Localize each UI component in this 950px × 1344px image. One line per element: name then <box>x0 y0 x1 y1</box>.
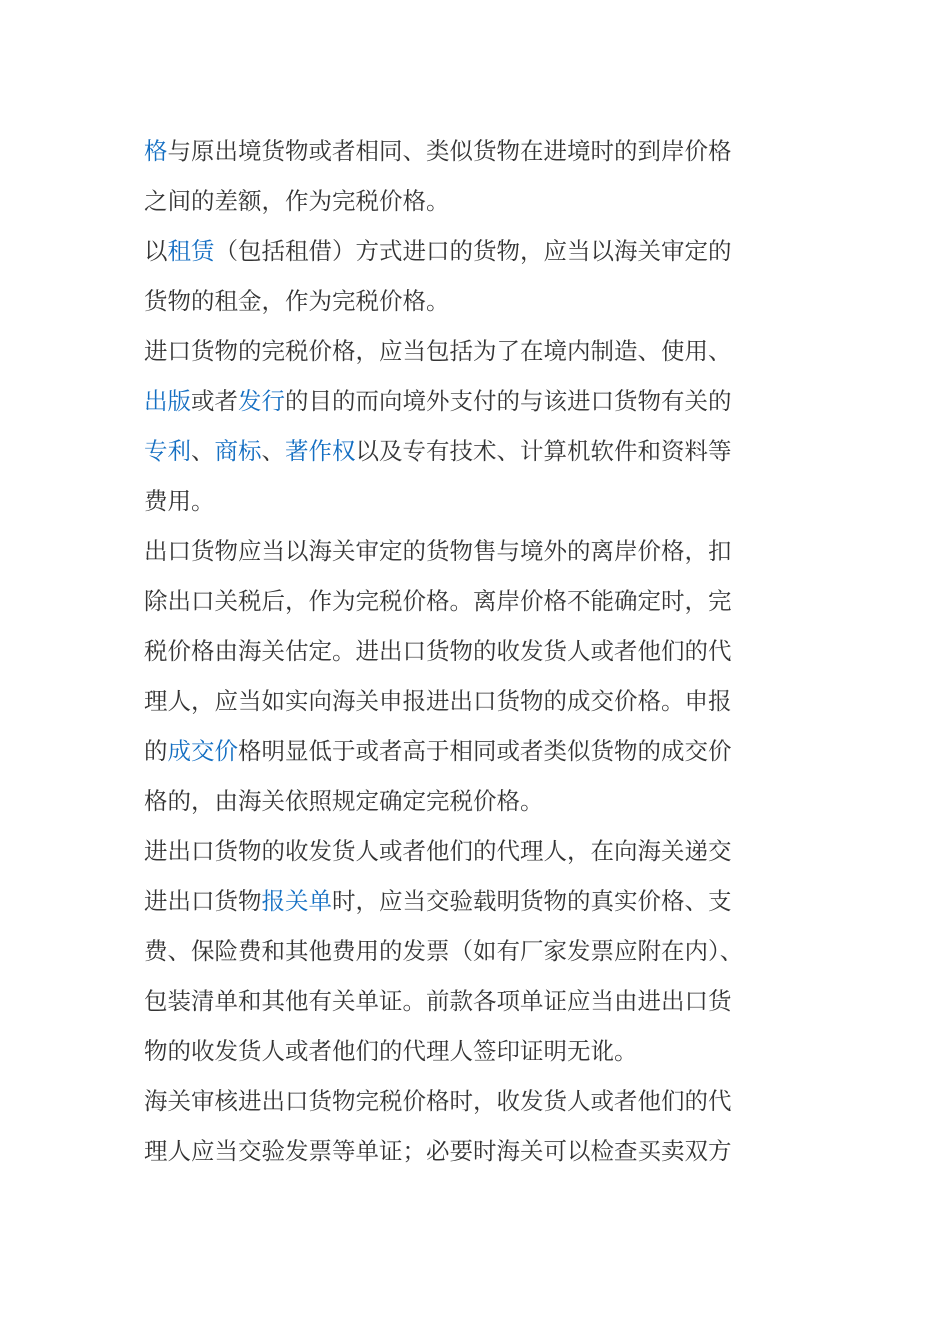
document-body <box>144 126 804 1176</box>
text-line <box>144 476 804 526</box>
text-line <box>144 576 804 626</box>
text-segment: 海关审核进出口货物完税价格时，收发货人或者他们的代 <box>144 1087 732 1115</box>
paragraph <box>144 126 804 226</box>
text-segment: 、 <box>191 437 215 465</box>
text-segment: 理人应当交验发票等单证；必要时海关可以检查买卖双方 <box>144 1137 732 1165</box>
text-segment: 理人，应当如实向海关申报进出口货物的成交价格。申报 <box>144 687 732 715</box>
text-segment: 物的收发货人或者他们的代理人签印证明无讹。 <box>144 1037 638 1065</box>
text-segment: 出口货物应当以海关审定的货物售与境外的离岸价格，扣 <box>144 537 732 565</box>
term-link[interactable]: 著作权 <box>285 437 356 465</box>
text-segment: 以及专有技术、计算机软件和资料等 <box>355 437 732 465</box>
text-segment: 的目的而向境外支付的与该进口货物有关的 <box>285 387 732 415</box>
term-link[interactable]: 专利 <box>144 437 191 465</box>
text-segment: 费用。 <box>144 487 215 515</box>
paragraph <box>144 326 804 526</box>
text-line <box>144 1026 804 1076</box>
term-link[interactable]: 发行 <box>238 387 285 415</box>
text-line <box>144 876 804 926</box>
text-segment: 与原出境货物或者相同、类似货物在进境时的到岸价格 <box>167 137 732 165</box>
text-segment: 进口货物的完税价格，应当包括为了在境内制造、使用、 <box>144 337 732 365</box>
text-segment: 以 <box>144 237 168 265</box>
text-line <box>144 626 804 676</box>
paragraph <box>144 226 804 326</box>
text-segment: 进出口货物 <box>144 887 262 915</box>
term-link[interactable]: 报关单 <box>261 887 332 915</box>
text-line <box>144 126 804 176</box>
text-segment: （包括租借）方式进口的货物，应当以海关审定的 <box>214 237 732 265</box>
text-line <box>144 676 804 726</box>
text-segment: 时，应当交验载明货物的真实价格、支 <box>332 887 732 915</box>
paragraph <box>144 826 804 1076</box>
text-segment: 的 <box>144 737 168 765</box>
text-line <box>144 1076 804 1126</box>
text-segment: 货物的租金，作为完税价格。 <box>144 287 450 315</box>
text-segment: 除出口关税后，作为完税价格。离岸价格不能确定时，完 <box>144 587 732 615</box>
text-segment: 格明显低于或者高于相同或者类似货物的成交价 <box>238 737 732 765</box>
text-line <box>144 1126 804 1176</box>
term-link[interactable]: 商标 <box>214 437 262 465</box>
text-segment: 或者 <box>191 387 238 415</box>
term-link[interactable]: 格 <box>144 137 168 165</box>
term-link[interactable]: 出版 <box>144 387 191 415</box>
text-segment: 费、保险费和其他费用的发票（如有厂家发票应附在内）、 <box>144 937 744 965</box>
text-line <box>144 376 804 426</box>
text-line <box>144 826 804 876</box>
text-line <box>144 176 804 226</box>
text-line <box>144 726 804 776</box>
term-link[interactable]: 租赁 <box>167 237 215 265</box>
text-segment: 、 <box>261 437 285 465</box>
term-link[interactable]: 成交价 <box>167 737 238 765</box>
text-line <box>144 926 804 976</box>
text-segment: 格的，由海关依照规定确定完税价格。 <box>144 787 544 815</box>
text-line <box>144 776 804 826</box>
text-line <box>144 326 804 376</box>
text-line <box>144 976 804 1026</box>
text-line <box>144 426 804 476</box>
text-line <box>144 226 804 276</box>
text-line <box>144 526 804 576</box>
text-segment: 之间的差额，作为完税价格。 <box>144 187 450 215</box>
paragraph <box>144 1076 804 1176</box>
text-segment: 包装清单和其他有关单证。前款各项单证应当由进出口货 <box>144 987 732 1015</box>
text-line <box>144 276 804 326</box>
text-segment: 进出口货物的收发货人或者他们的代理人，在向海关递交 <box>144 837 732 865</box>
paragraph <box>144 526 804 826</box>
text-segment: 税价格由海关估定。进出口货物的收发货人或者他们的代 <box>144 637 732 665</box>
